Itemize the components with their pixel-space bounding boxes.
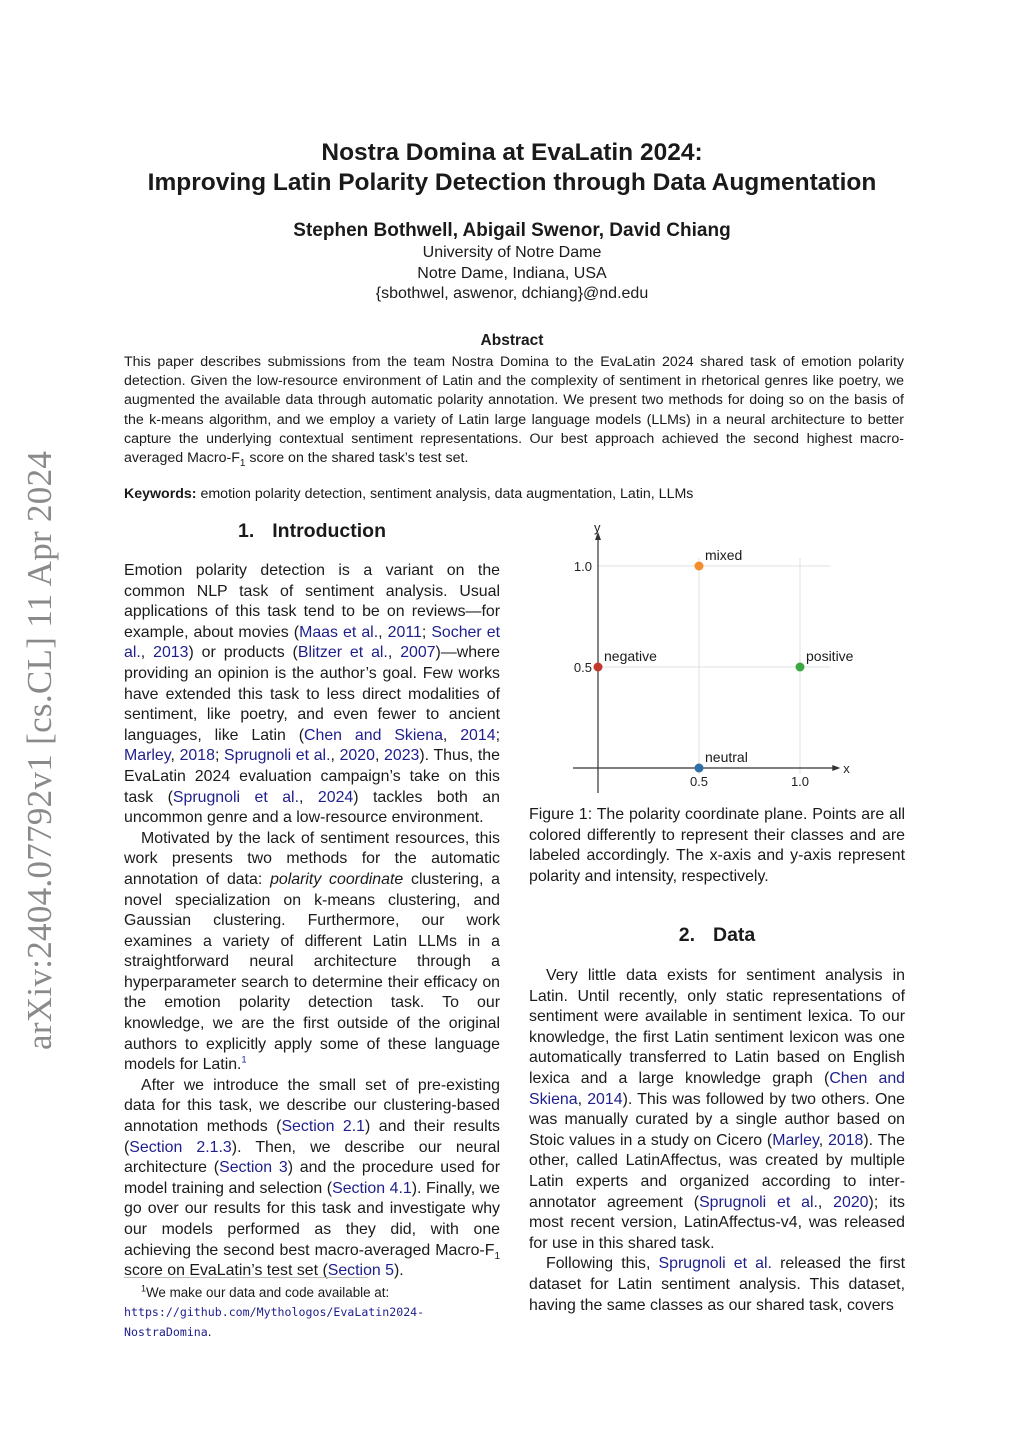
abstract-body: This paper describes submissions from the team Nostra Domina to the EvaLatin 2024 shared task of emotion polarity detection. Given the low-resource environment of Latin and the complexity of sentiment in rhetorical genres like poetry, we augmented the available data through automatic polarity annotation. We present two methods for doing so on the basis of the k-means algorithm, and we employ a variety of Latin large language models (LLMs) in a neural architecture to better capture the underlying contextual sentiment representations. Our best approach achieved the second highest macro-averaged Macro-F [124,354,904,467]
citation-link[interactable]: 2007 [400,644,436,662]
abstract-body-end: score on the shared task’s test set. [245,450,469,467]
section-ref-link[interactable]: Section 2.1.3 [129,1138,232,1156]
emails: {sbothwel, aswenor, dchiang}@nd.edu [375,285,649,302]
x-axis-arrow-icon [832,765,840,771]
authors: Stephen Bothwell, Abigail Swenor, David Chiang [293,220,731,241]
point-label-positive: positive [806,648,854,664]
section-title: Introduction [272,520,386,542]
point-label-neutral: neutral [705,749,748,765]
citation-link[interactable]: Blitzer et al. [297,644,388,662]
abstract-heading: Abstract [480,332,544,349]
keywords-list: emotion polarity detection, sentiment analysis, data augmentation, Latin, LLMs [196,486,694,502]
footnote-mark: 1 [141,1283,147,1294]
introduction-body [124,561,500,1282]
repository-link[interactable]: https://github.com/Mythologos/EvaLatin2024-NostraDomina [124,1305,425,1339]
footnote-marker[interactable]: 1 [241,1054,247,1065]
footnote-1: $^1$We make our data and code available at: https://github.com/Mythologos/EvaLatin2024-NostraDomina. [124,1283,425,1339]
intro-paragraph-2: Motivated by the lack of sentiment resources, this work presents two methods for the automatic annotation of data: polarity coordinate clustering, a novel specialization on k-means clustering, and Gaussian clustering. Furthermore, our work examines a variety of different Latin LLMs in a straightforward neural architecture through a hyperparameter search to determine their efficacy on the emotion polarity detection task. To our knowledge, we are the first outside of the original authors to explicitly apply some of these language models for Latin.$^1$ [124,829,500,1074]
citation-link[interactable]: Chen and Skiena [304,726,443,744]
paper-title [0,138,1024,198]
abstract-text [124,353,904,468]
title-line-2: Improving Latin Polarity Detection through Data Augmentation [147,169,877,196]
emphasis: polarity coordinate [270,870,404,888]
keywords-label: Keywords: [124,486,197,502]
point-label-mixed: mixed [705,547,743,563]
citation-link[interactable]: 2018 [827,1131,864,1149]
citation-link[interactable]: Chen and Skiena [529,1069,905,1108]
citation-link[interactable]: 2013 [153,644,189,662]
citation-link[interactable]: Marley [124,747,171,765]
x-tick-label: 0.5 [689,774,709,789]
section-ref-link[interactable]: Section 5 [327,1262,395,1280]
polarity-coordinate-plot [560,520,880,795]
section-heading-data [529,924,905,947]
citation-link[interactable]: 2020 [833,1193,869,1211]
point-label-negative: negative [604,648,657,664]
footnote-text: We make our data and code available at: [146,1285,390,1300]
citation-link[interactable]: Sprugnoli et al. [658,1255,772,1273]
citation-link[interactable]: 2020 [339,747,375,765]
citation-link[interactable]: Socher et al. [124,623,500,662]
location: Notre Dame, Indiana, USA [417,264,607,282]
citation-link[interactable]: 2023 [384,747,420,765]
citation-link[interactable]: 2014 [587,1090,623,1108]
data-paragraph-2: Following this, Sprugnoli et al. released the first dataset for Latin sentiment analysis. This dataset, having the same classes as our shared task, covers [529,1255,905,1314]
data-point-neutral [695,764,704,773]
data-section-body [529,966,905,1316]
citation-link[interactable]: 2024 [317,788,354,806]
section-number: 2. [678,924,695,946]
citation-link[interactable]: Sprugnoli et al. [172,788,300,806]
subscript: 1 [239,457,246,469]
citation-link[interactable]: Marley [772,1131,819,1149]
figure-1-caption: Figure 1: The polarity coordinate plane. Points are all colored differently to represent their classes and are labeled accordingly. The x-axis and y-axis represent polarity and intensity, respectively. [529,806,905,885]
footnote-divider [124,1277,368,1278]
section-number: 1. [238,520,255,542]
section-ref-link[interactable]: Section 2.1 [281,1118,366,1136]
citation-link[interactable]: 2011 [387,623,422,641]
citation-link[interactable]: Sprugnoli et al. [224,747,331,765]
y-tick-label: 0.5 [573,660,592,675]
data-paragraph-1: Very little data exists for sentiment analysis in Latin. Until recently, only static representations of sentiment were available in sentiment lexica. To our knowledge, the first Latin sentiment lexicon was one automatically transferred to Latin based on English lexica and a large knowledge graph (Chen and Skiena, 2014). This was followed by two others. One was manually curated by a single author based on Stoic values in a study on Cicero (Marley, 2018). The other, called LatinAffectus, was created by multiple Latin experts and organized according to inter-annotator agreement (Sprugnoli et al., 2020); its most recent version, LatinAffectus-v4, was released for use in this shared task. [529,967,905,1252]
arxiv-identifier-stamp: arXiv:2404.07792v1 [cs.CL] 11 Apr 2024 [20,450,59,1050]
affiliation [0,243,1024,305]
section-heading-introduction [124,520,500,543]
x-tick-label: 1.0 [790,774,810,789]
data-point-positive [796,663,805,672]
citation-link[interactable]: Maas et al. [299,623,379,641]
data-point-mixed [695,562,704,571]
title-line-1: Nostra Domina at EvaLatin 2024: [321,139,703,166]
section-ref-link[interactable]: Section 3 [219,1159,288,1177]
citation-link[interactable]: 2014 [460,726,496,744]
y-tick-label: 1.0 [573,559,592,574]
intro-paragraph-1: Emotion polarity detection is a variant on the common NLP task of sentiment analysis. Usual applications of this task tend to be on reviews—for example, about movies (Maas et al., 2011; Socher et al., 2013) or products (Blitzer et al., 2007)—where providing an opinion is the author’s goal. Few works have extended this task to less direct modalities of sentiment, like poetry, and even fewer to ancient languages, like Latin (Chen and Skiena, 2014; Marley, 2018; Sprugnoli et al., 2020, 2023). Thus, the EvaLatin 2024 evaluation campaign’s take on this task (Sprugnoli et al., 2024) tackles both an uncommon genre and a low-resource environment. [124,562,501,827]
section-title: Data [712,924,756,946]
y-axis-label: y [594,520,601,535]
institution: University of Notre Dame [422,244,602,261]
intro-paragraph-3: After we introduce the small set of pre-existing data for this task, we describe our clustering-based annotation methods (Section 2.1) and their results (Section 2.1.3). Then, we describe our neural architecture (Section 3) and the procedure used for model training and selection (Section 4.1). Finally, we go over our results for this task and investigate why our models performed as they did, with one achieving the second best macro-averaged Macro-$F_1$ score on EvaLatin’s test set (Section 5). [124,1076,500,1280]
x-axis-label: x [843,761,850,776]
citation-link[interactable]: Sprugnoli et al. [699,1193,818,1211]
citation-link[interactable]: 2018 [179,747,215,765]
section-ref-link[interactable]: Section 4.1 [332,1179,412,1197]
data-point-negative [594,663,603,672]
keywords [124,486,904,502]
